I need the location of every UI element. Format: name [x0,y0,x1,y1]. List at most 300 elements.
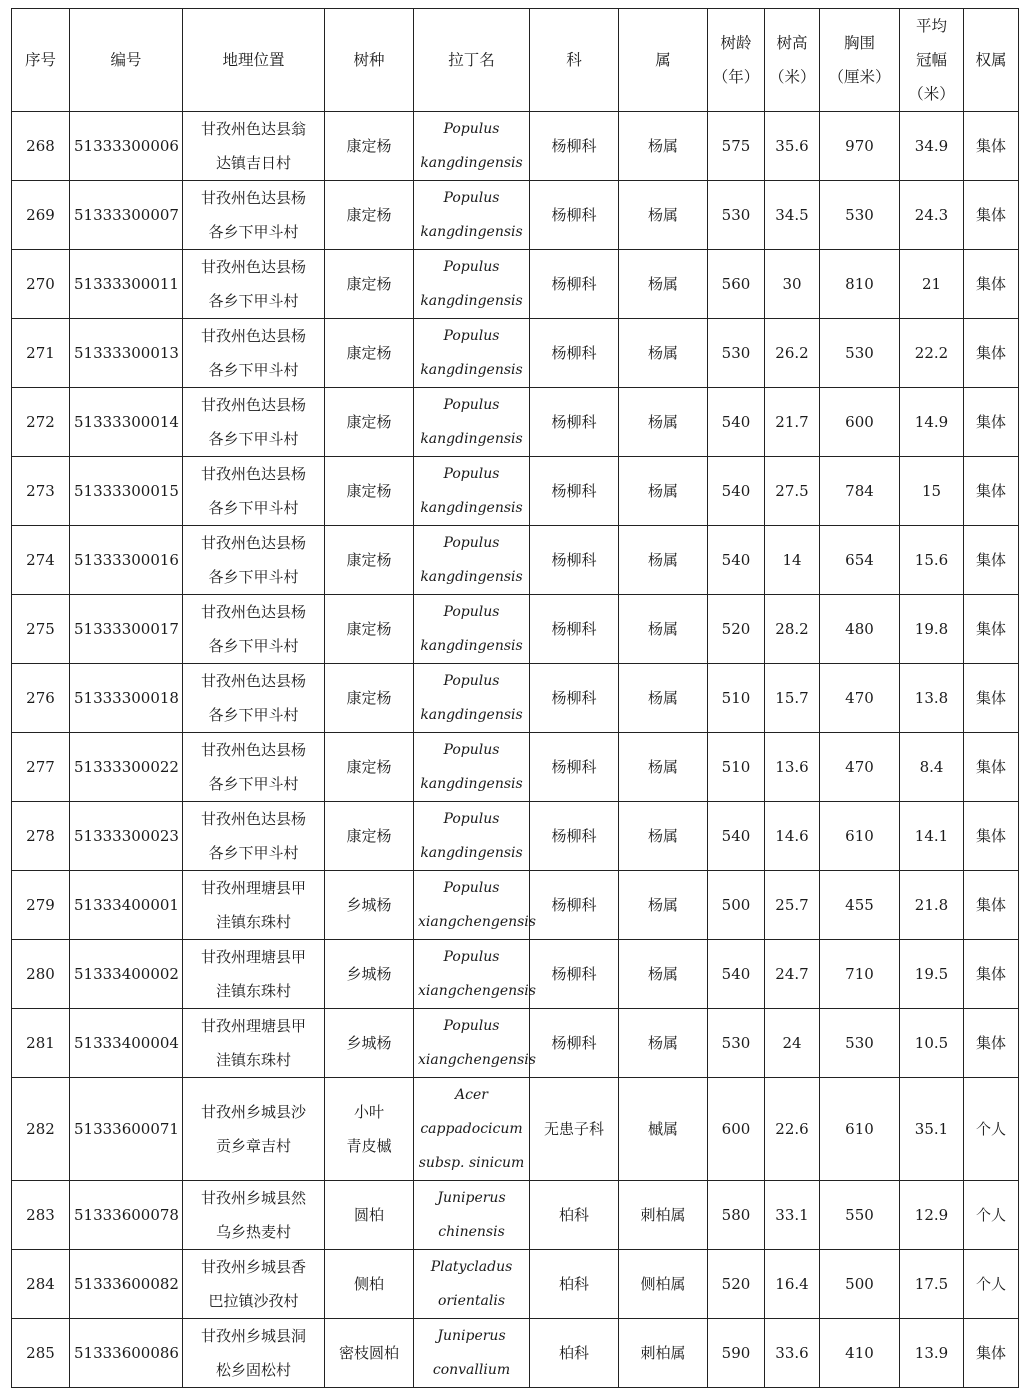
cell-age: 540 [708,457,765,526]
cell-latin-line: Juniperus [437,1328,506,1344]
cell-girth: 654 [820,526,900,595]
cell-crown: 14.1 [900,802,964,871]
cell-height: 30 [765,250,820,319]
cell-location-line: 乌乡热麦村 [215,1223,291,1241]
cell-location-line: 甘孜州色达县翁 [200,120,306,138]
cell-latin-line: xiangchengensis [418,914,536,930]
cell-species [325,940,414,1009]
cell-latin-line: Populus [443,466,500,482]
cell-family: 杨柳科 [530,664,619,733]
cell-family: 杨柳科 [530,388,619,457]
cell-latin-line: Populus [443,397,500,413]
cell-location [183,388,325,457]
cell-latin-line: Platycladus [430,1259,513,1275]
cell-latin-line: kangdingensis [420,638,523,654]
cell-ownership: 集体 [964,1319,1019,1388]
cell-seq: 273 [12,457,70,526]
cell-genus: 杨属 [619,112,708,181]
cell-seq: 270 [12,250,70,319]
cell-code: 51333400001 [70,871,183,940]
table-row [12,250,1019,319]
cell-age: 530 [708,1009,765,1078]
cell-height: 15.7 [765,664,820,733]
cell-ownership: 集体 [964,733,1019,802]
cell-crown: 15 [900,457,964,526]
cell-location-line: 甘孜州乡城县洞 [200,1327,306,1345]
cell-genus: 杨属 [619,526,708,595]
cell-location-line: 甘孜州色达县杨 [200,603,306,621]
cell-ownership: 集体 [964,112,1019,181]
table-row [12,319,1019,388]
cell-location [183,802,325,871]
table-row [12,1009,1019,1078]
old-tree-table [11,8,1019,1388]
cell-species-line: 侧柏 [353,1275,384,1293]
cell-age: 510 [708,664,765,733]
cell-latin-line: Populus [443,1018,500,1034]
cell-species [325,181,414,250]
cell-genus: 槭属 [619,1078,708,1181]
cell-genus: 杨属 [619,388,708,457]
cell-height: 24 [765,1009,820,1078]
header-height: 树高 （米） [765,9,820,112]
cell-latin-line: orientalis [437,1293,505,1309]
cell-location-line: 各乡下甲斗村 [208,637,299,655]
cell-species [325,112,414,181]
cell-girth: 500 [820,1250,900,1319]
cell-latin [414,1009,536,1078]
cell-species [325,664,414,733]
cell-height: 13.6 [765,733,820,802]
cell-latin-line: xiangchengensis [418,1052,536,1068]
cell-location-line: 巴拉镇沙孜村 [208,1292,299,1310]
cell-species [325,388,414,457]
cell-species [325,1078,414,1181]
cell-seq: 282 [12,1078,70,1181]
cell-crown: 13.8 [900,664,964,733]
cell-species [325,733,414,802]
cell-crown: 35.1 [900,1078,964,1181]
cell-latin-line: Populus [443,811,500,827]
cell-genus: 杨属 [619,595,708,664]
cell-species-line: 康定杨 [346,275,392,293]
cell-genus: 杨属 [619,940,708,1009]
table-row [12,1319,1019,1388]
cell-seq: 278 [12,802,70,871]
table-row [12,871,1019,940]
cell-location-line: 各乡下甲斗村 [208,568,299,586]
cell-location [183,595,325,664]
cell-girth: 610 [820,802,900,871]
cell-family: 杨柳科 [530,526,619,595]
cell-location-line: 各乡下甲斗村 [208,844,299,862]
cell-seq: 276 [12,664,70,733]
cell-family: 柏科 [530,1319,619,1388]
header-species: 树种 [325,9,414,112]
cell-species [325,1319,414,1388]
header-age: 树龄 （年） [708,9,765,112]
cell-code: 51333300015 [70,457,183,526]
cell-code: 51333600086 [70,1319,183,1388]
cell-location-line: 洼镇东珠村 [215,982,291,1000]
header-crown: 平均 冠幅 （米） [900,9,964,112]
cell-location [183,319,325,388]
cell-code: 51333300018 [70,664,183,733]
cell-height: 35.6 [765,112,820,181]
header-girth: 胸围 （厘米） [820,9,900,112]
cell-code: 51333600078 [70,1181,183,1250]
cell-location-line: 甘孜州色达县杨 [200,741,306,759]
cell-ownership: 个人 [964,1181,1019,1250]
cell-latin-line: chinensis [438,1224,505,1240]
table-row [12,388,1019,457]
cell-code: 51333300023 [70,802,183,871]
cell-crown: 14.9 [900,388,964,457]
cell-age: 530 [708,181,765,250]
cell-code: 51333300013 [70,319,183,388]
cell-latin [414,319,530,388]
cell-latin [414,940,536,1009]
cell-age: 600 [708,1078,765,1181]
table-row [12,112,1019,181]
cell-family: 杨柳科 [530,112,619,181]
cell-age: 540 [708,802,765,871]
cell-location-line: 甘孜州色达县杨 [200,189,306,207]
cell-latin [414,457,530,526]
cell-age: 520 [708,1250,765,1319]
cell-height: 24.7 [765,940,820,1009]
cell-latin [414,733,530,802]
header-ownership: 权属 [964,9,1019,112]
cell-code: 51333400004 [70,1009,183,1078]
cell-seq: 281 [12,1009,70,1078]
tree-table-wrapper [11,8,1018,1388]
cell-location [183,940,325,1009]
cell-location-line: 达镇吉日村 [215,154,291,172]
cell-height: 14 [765,526,820,595]
cell-location [183,112,325,181]
cell-ownership: 集体 [964,319,1019,388]
header-genus: 属 [619,9,708,112]
cell-girth: 530 [820,1009,900,1078]
cell-latin-line: Acer [455,1087,488,1103]
header-row [12,9,1019,112]
cell-genus: 杨属 [619,1009,708,1078]
cell-seq: 268 [12,112,70,181]
table-row [12,1078,1019,1181]
cell-girth: 410 [820,1319,900,1388]
cell-species-line: 青皮槭 [346,1137,392,1155]
cell-code: 51333300007 [70,181,183,250]
cell-family: 杨柳科 [530,595,619,664]
cell-height: 21.7 [765,388,820,457]
cell-location [183,457,325,526]
cell-age: 500 [708,871,765,940]
cell-latin-line: Populus [443,328,500,344]
cell-latin-line: subsp. sinicum [418,1155,525,1171]
cell-genus: 杨属 [619,250,708,319]
cell-location-line: 甘孜州色达县杨 [200,327,306,345]
cell-ownership: 集体 [964,457,1019,526]
table-body [12,112,1019,1388]
cell-location [183,1181,325,1250]
cell-girth: 455 [820,871,900,940]
cell-latin-line: Populus [443,880,500,896]
cell-latin-line: Populus [443,604,500,620]
cell-family: 杨柳科 [530,457,619,526]
cell-seq: 283 [12,1181,70,1250]
cell-code: 51333300016 [70,526,183,595]
cell-location-line: 甘孜州乡城县然 [200,1189,306,1207]
cell-latin-line: kangdingensis [420,224,523,240]
cell-species-line: 乡城杨 [346,896,392,914]
cell-location [183,871,325,940]
cell-location-line: 甘孜州色达县杨 [200,534,306,552]
cell-genus: 杨属 [619,871,708,940]
cell-ownership: 集体 [964,526,1019,595]
cell-location-line: 贡乡章吉村 [215,1137,291,1155]
cell-latin-line: Populus [443,121,500,137]
table-row [12,457,1019,526]
cell-latin [414,388,530,457]
cell-crown: 22.2 [900,319,964,388]
cell-family: 柏科 [530,1250,619,1319]
cell-family: 杨柳科 [530,250,619,319]
cell-latin-line: Populus [443,673,500,689]
cell-location-line: 洼镇东珠村 [215,1051,291,1069]
cell-location-line: 甘孜州理塘县甲 [200,1017,306,1035]
cell-age: 540 [708,526,765,595]
cell-latin-line: kangdingensis [420,776,523,792]
cell-latin-line: Populus [443,742,500,758]
cell-family: 杨柳科 [530,871,619,940]
cell-species-line: 康定杨 [346,827,392,845]
header-latin: 拉丁名 [414,9,530,112]
table-row [12,526,1019,595]
table-row [12,1181,1019,1250]
cell-seq: 280 [12,940,70,1009]
cell-latin-line: kangdingensis [420,155,523,171]
cell-code: 51333600071 [70,1078,183,1181]
cell-location-line: 甘孜州乡城县香 [200,1258,306,1276]
cell-species-line: 密枝圆柏 [338,1344,399,1362]
cell-location-line: 各乡下甲斗村 [208,706,299,724]
cell-seq: 284 [12,1250,70,1319]
cell-ownership: 集体 [964,871,1019,940]
cell-latin-line: kangdingensis [420,569,523,585]
cell-girth: 600 [820,388,900,457]
cell-species-line: 乡城杨 [346,1034,392,1052]
cell-ownership: 集体 [964,664,1019,733]
cell-location-line: 各乡下甲斗村 [208,775,299,793]
cell-ownership: 集体 [964,250,1019,319]
cell-seq: 277 [12,733,70,802]
cell-species-line: 康定杨 [346,206,392,224]
header-location: 地理位置 [183,9,325,112]
cell-girth: 550 [820,1181,900,1250]
cell-latin-line: kangdingensis [420,707,523,723]
cell-latin-line: kangdingensis [420,500,523,516]
cell-height: 34.5 [765,181,820,250]
cell-location [183,1009,325,1078]
cell-species-line: 乡城杨 [346,965,392,983]
cell-location-line: 甘孜州乡城县沙 [200,1103,306,1121]
cell-species-line: 康定杨 [346,620,392,638]
cell-girth: 530 [820,181,900,250]
cell-crown: 19.5 [900,940,964,1009]
cell-location [183,181,325,250]
cell-girth: 470 [820,733,900,802]
cell-height: 26.2 [765,319,820,388]
cell-crown: 21.8 [900,871,964,940]
cell-location-line: 各乡下甲斗村 [208,292,299,310]
cell-latin [414,250,530,319]
cell-height: 22.6 [765,1078,820,1181]
cell-age: 530 [708,319,765,388]
cell-latin-line: kangdingensis [420,431,523,447]
cell-genus: 刺柏属 [619,1319,708,1388]
cell-code: 51333300011 [70,250,183,319]
cell-seq: 275 [12,595,70,664]
cell-latin-line: Populus [443,949,500,965]
cell-age: 560 [708,250,765,319]
cell-family: 杨柳科 [530,802,619,871]
cell-code: 51333300014 [70,388,183,457]
cell-location-line: 各乡下甲斗村 [208,430,299,448]
cell-location-line: 甘孜州色达县杨 [200,465,306,483]
cell-location-line: 各乡下甲斗村 [208,499,299,517]
cell-seq: 279 [12,871,70,940]
table-row [12,181,1019,250]
cell-seq: 274 [12,526,70,595]
cell-location [183,1319,325,1388]
cell-species [325,871,414,940]
cell-crown: 15.6 [900,526,964,595]
cell-latin-line: kangdingensis [420,293,523,309]
cell-age: 540 [708,388,765,457]
cell-location [183,526,325,595]
cell-seq: 269 [12,181,70,250]
cell-ownership: 集体 [964,595,1019,664]
cell-species-line: 圆柏 [353,1206,384,1224]
cell-latin [414,112,530,181]
cell-species-line: 康定杨 [346,689,392,707]
cell-age: 520 [708,595,765,664]
cell-location-line: 甘孜州色达县杨 [200,810,306,828]
header-family: 科 [530,9,619,112]
cell-latin [414,664,530,733]
cell-latin-line: kangdingensis [420,362,523,378]
cell-family: 柏科 [530,1181,619,1250]
cell-height: 33.6 [765,1319,820,1388]
cell-family: 无患子科 [530,1078,619,1181]
cell-species [325,1009,414,1078]
cell-crown: 13.9 [900,1319,964,1388]
cell-age: 510 [708,733,765,802]
cell-girth: 710 [820,940,900,1009]
cell-code: 51333300017 [70,595,183,664]
cell-genus: 杨属 [619,802,708,871]
cell-latin-line: Populus [443,190,500,206]
cell-crown: 17.5 [900,1250,964,1319]
cell-code: 51333300006 [70,112,183,181]
cell-latin-line: Populus [443,259,500,275]
cell-genus: 杨属 [619,664,708,733]
cell-location-line: 甘孜州理塘县甲 [200,948,306,966]
cell-location-line: 各乡下甲斗村 [208,361,299,379]
cell-species [325,595,414,664]
cell-location-line: 甘孜州色达县杨 [200,258,306,276]
cell-latin-line: Populus [443,535,500,551]
cell-genus: 杨属 [619,319,708,388]
cell-girth: 530 [820,319,900,388]
cell-latin [414,871,536,940]
cell-genus: 刺柏属 [619,1181,708,1250]
cell-height: 14.6 [765,802,820,871]
cell-genus: 侧柏属 [619,1250,708,1319]
cell-latin-line: convallium [432,1362,511,1378]
cell-crown: 21 [900,250,964,319]
cell-species-line: 小叶 [353,1103,384,1121]
cell-ownership: 个人 [964,1078,1019,1181]
cell-latin-line: kangdingensis [420,845,523,861]
cell-latin [414,1250,530,1319]
cell-location [183,250,325,319]
cell-code: 51333400002 [70,940,183,1009]
cell-family: 杨柳科 [530,319,619,388]
cell-seq: 285 [12,1319,70,1388]
cell-latin [414,1181,530,1250]
cell-latin [414,526,530,595]
cell-genus: 杨属 [619,181,708,250]
cell-location [183,1078,325,1181]
header-seq: 序号 [12,9,70,112]
cell-family: 杨柳科 [530,181,619,250]
cell-crown: 8.4 [900,733,964,802]
cell-species-line: 康定杨 [346,551,392,569]
cell-seq: 272 [12,388,70,457]
cell-latin [414,802,530,871]
cell-seq: 271 [12,319,70,388]
cell-crown: 24.3 [900,181,964,250]
cell-girth: 480 [820,595,900,664]
cell-genus: 杨属 [619,733,708,802]
cell-location-line: 甘孜州色达县杨 [200,396,306,414]
cell-girth: 784 [820,457,900,526]
cell-family: 杨柳科 [530,1009,619,1078]
cell-location-line: 洼镇东珠村 [215,913,291,931]
cell-species [325,526,414,595]
cell-girth: 810 [820,250,900,319]
cell-code: 51333300022 [70,733,183,802]
cell-height: 28.2 [765,595,820,664]
cell-species [325,319,414,388]
cell-height: 16.4 [765,1250,820,1319]
cell-location [183,1250,325,1319]
cell-ownership: 集体 [964,1009,1019,1078]
table-row [12,802,1019,871]
cell-ownership: 集体 [964,940,1019,1009]
cell-species-line: 康定杨 [346,137,392,155]
cell-genus: 杨属 [619,457,708,526]
cell-height: 33.1 [765,1181,820,1250]
cell-location-line: 各乡下甲斗村 [208,223,299,241]
cell-species-line: 康定杨 [346,344,392,362]
table-row [12,733,1019,802]
cell-species-line: 康定杨 [346,758,392,776]
cell-species [325,802,414,871]
cell-ownership: 集体 [964,388,1019,457]
